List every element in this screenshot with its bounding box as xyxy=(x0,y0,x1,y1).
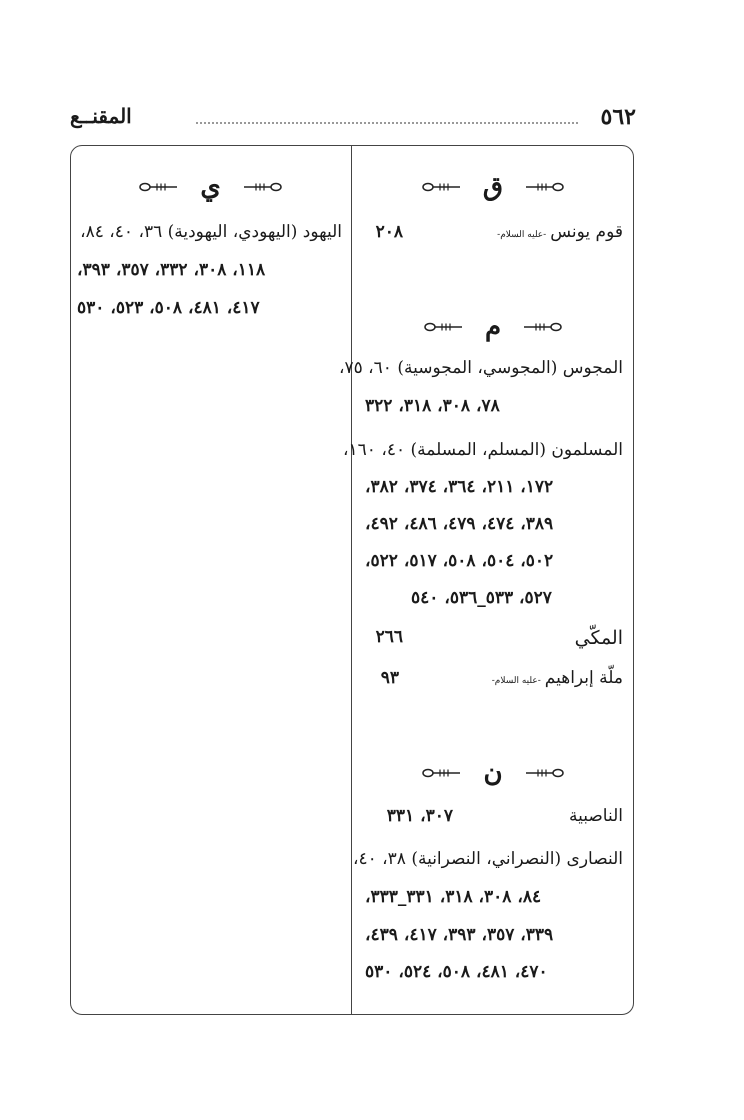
index-entry-name: المكّي xyxy=(574,627,623,649)
section-letter-qaf: ق xyxy=(482,172,504,202)
index-entry-line: ٣٨٩، ٤٧٤، ٤٧٩، ٤٨٦، ٤٩٢، xyxy=(365,514,554,534)
section-header-nun xyxy=(353,758,633,792)
index-entry-line: المسلمون (المسلم، المسلمة) ٤٠، ١٦٠، xyxy=(343,440,623,460)
index-entry-pages: ٢٦٦ xyxy=(375,627,403,647)
index-entry-line: النصارى (النصراني، النصرانية) ٣٨، ٤٠، xyxy=(353,849,623,869)
index-entry-line: ٤٧٠، ٤٨١، ٥٠٨، ٥٢٤، ٥٣٠ xyxy=(365,962,548,982)
index-entry-name: قوم يونس-عليه السلام- xyxy=(497,222,623,242)
book-title: المقنــع xyxy=(70,104,132,128)
index-entry-line: ١١٨، ٣٠٨، ٣٣٢، ٣٥٧، ٣٩٣، xyxy=(77,260,266,280)
index-entry-pages: ٣٠٧، ٣٣١ xyxy=(386,806,453,826)
ornament-left-icon xyxy=(139,182,179,192)
index-entry-line: ٧٨، ٣٠٨، ٣١٨، ٣٢٢ xyxy=(365,396,500,416)
ornament-left-icon xyxy=(424,322,464,332)
page-number: ٥٦٢ xyxy=(600,104,636,130)
index-entry-line: ٥٠٢، ٥٠٤، ٥٠٨، ٥١٧، ٥٢٢، xyxy=(365,551,554,571)
index-frame xyxy=(70,145,634,1015)
section-header-mim xyxy=(353,312,633,346)
index-entry-pages: ٢٠٨ xyxy=(375,222,403,242)
ornament-right-icon xyxy=(522,322,562,332)
section-letter-nun: ن xyxy=(483,758,503,788)
index-entry-line: ٥٢٧، ٥٣٣_٥٣٦، ٥٤٠ xyxy=(411,588,552,608)
ornament-right-icon xyxy=(524,182,564,192)
right-column xyxy=(339,146,633,1014)
ornament-right-icon xyxy=(242,182,282,192)
header-leader-dots xyxy=(196,122,578,124)
ornament-right-icon xyxy=(524,768,564,778)
index-entry-name: الناصبية xyxy=(568,806,623,826)
column-divider xyxy=(351,146,352,1014)
section-letter-ya: ي xyxy=(200,172,221,202)
index-entry-line: ٨٤، ٣٠٨، ٣١٨، ٣٣١_٣٣٣، xyxy=(365,887,542,907)
ornament-left-icon xyxy=(422,768,462,778)
index-entry-line: اليهود (اليهودي، اليهودية) ٣٦، ٤٠، ٨٤، xyxy=(80,222,342,242)
index-entry-line: ٣٣٩، ٣٥٧، ٣٩٣، ٤١٧، ٤٣٩، xyxy=(365,925,554,945)
section-letter-mim: م xyxy=(484,312,502,342)
index-entry-line: المجوس (المجوسي، المجوسية) ٦٠، ٧٥، xyxy=(339,358,623,378)
page-header xyxy=(70,104,636,134)
ornament-left-icon xyxy=(422,182,462,192)
section-header-qaf xyxy=(353,172,633,206)
left-column xyxy=(71,146,350,1014)
index-entry-pages: ٩٣ xyxy=(380,668,399,688)
index-entry-name: ملّة إبراهيم-عليه السلام- xyxy=(491,668,623,688)
index-entry-line: ١٧٢، ٢١١، ٣٦٤، ٣٧٤، ٣٨٢، xyxy=(365,477,554,497)
index-entry-line: ٤١٧، ٤٨١، ٥٠٨، ٥٢٣، ٥٣٠ xyxy=(77,298,260,318)
section-header-ya xyxy=(71,172,350,206)
